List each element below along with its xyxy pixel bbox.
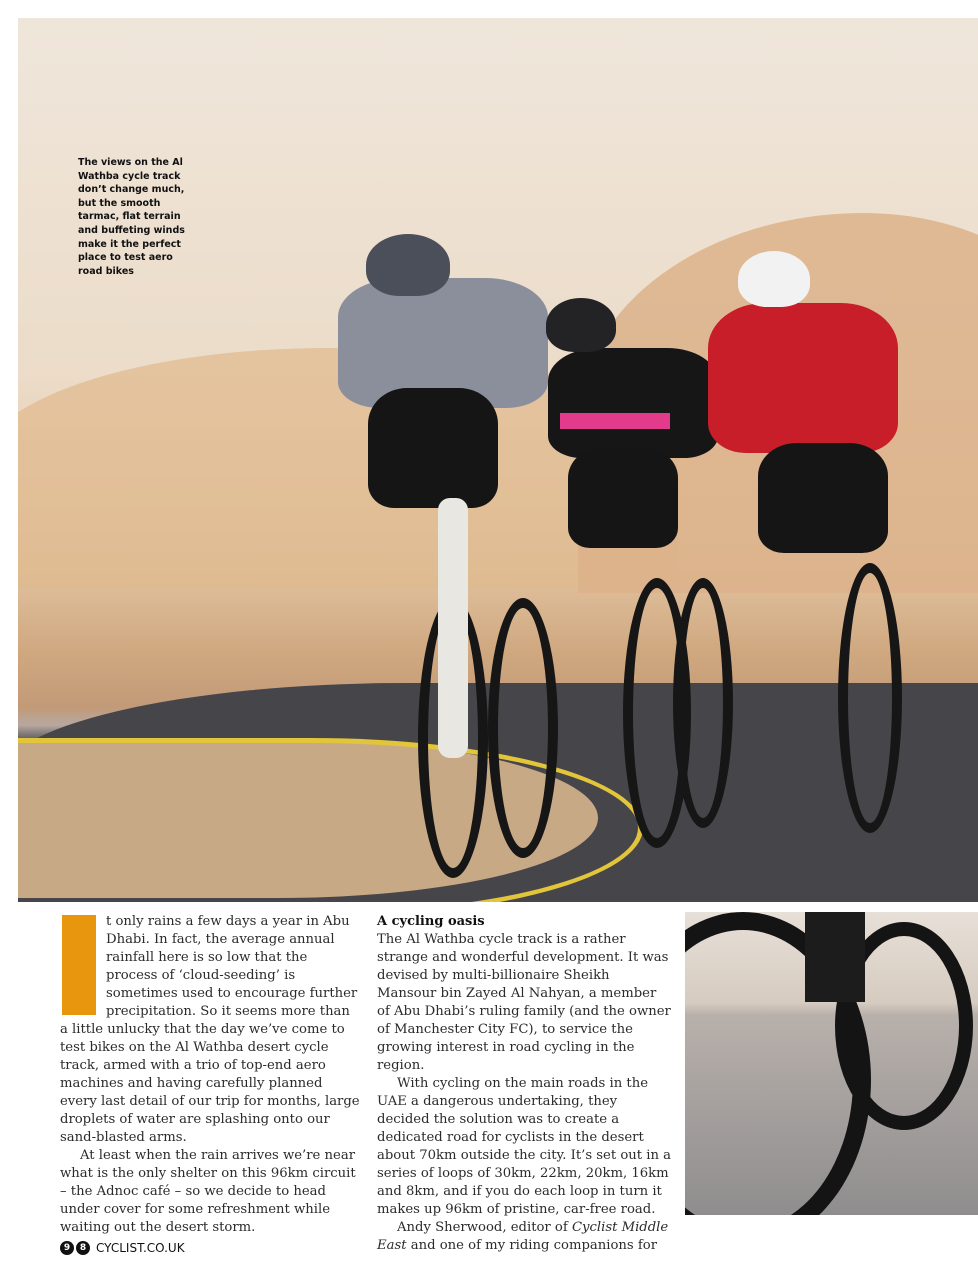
body-paragraph: The Al Wathba cycle track is a rather strange and wonderful development. It was devised by multi-billionaire Sheikh Mansour bin Zayed Al Nahyan, a member of Abu Dhabi’s ruling family (and the owner of Manchester City FC), to service the growing interest in road cycling in the region. xyxy=(377,932,671,1073)
drop-cap xyxy=(62,915,96,1015)
section-subhead: A cycling oasis xyxy=(377,914,485,929)
body-paragraph: Andy Sherwood, editor of Cyclist Middle East and one of my riding companions for xyxy=(377,1220,669,1253)
photo-caption: The views on the Al Wathba cycle track don’t change much, but the smooth tarmac, flat terrain and buffeting winds make it the perfect place to test aero road bikes xyxy=(78,157,185,277)
cyclist-right xyxy=(698,233,938,823)
hero-photo xyxy=(18,18,978,902)
site-url: CYCLIST.CO.UK xyxy=(96,1241,185,1255)
body-paragraph: At least when the rain arrives we’re near what is the only shelter on this 96km circuit – the Adnoc café – so we decide to head under cover for some refreshment while waiting out the desert storm. xyxy=(60,1148,356,1235)
body-paragraph: With cycling on the main roads in the UAE a dangerous undertaking, they decided the solution was to create a dedicated road for cyclists in the desert about 70km outside the city. It’s set out in a series of loops of 30km, 22km, 20km, 16km and 8km, and if you do each loop in turn it makes up 96km of pristine, car-free road. xyxy=(377,1076,672,1217)
page-number: 9 8 xyxy=(60,1241,90,1255)
body-paragraph: t only rains a few days a year in Abu Dhabi. In fact, the average annual rainfall here is so low that the process of ‘cloud-seeding’ is sometimes used to encourage further precipitation. So it seems more than a little unlucky that the day we’ve come to test bikes on the Al Wathba desert cycle track, armed with a trio of top-end aero machines and having carefully planned every last detail of our trip for months, large droplets of water are splashing onto our sand-blasted arms. xyxy=(60,914,360,1145)
article-column-1 xyxy=(60,913,360,1237)
article-column-2 xyxy=(377,913,673,1255)
wheel-closeup-photo xyxy=(685,912,978,1215)
page-footer xyxy=(60,1241,185,1255)
